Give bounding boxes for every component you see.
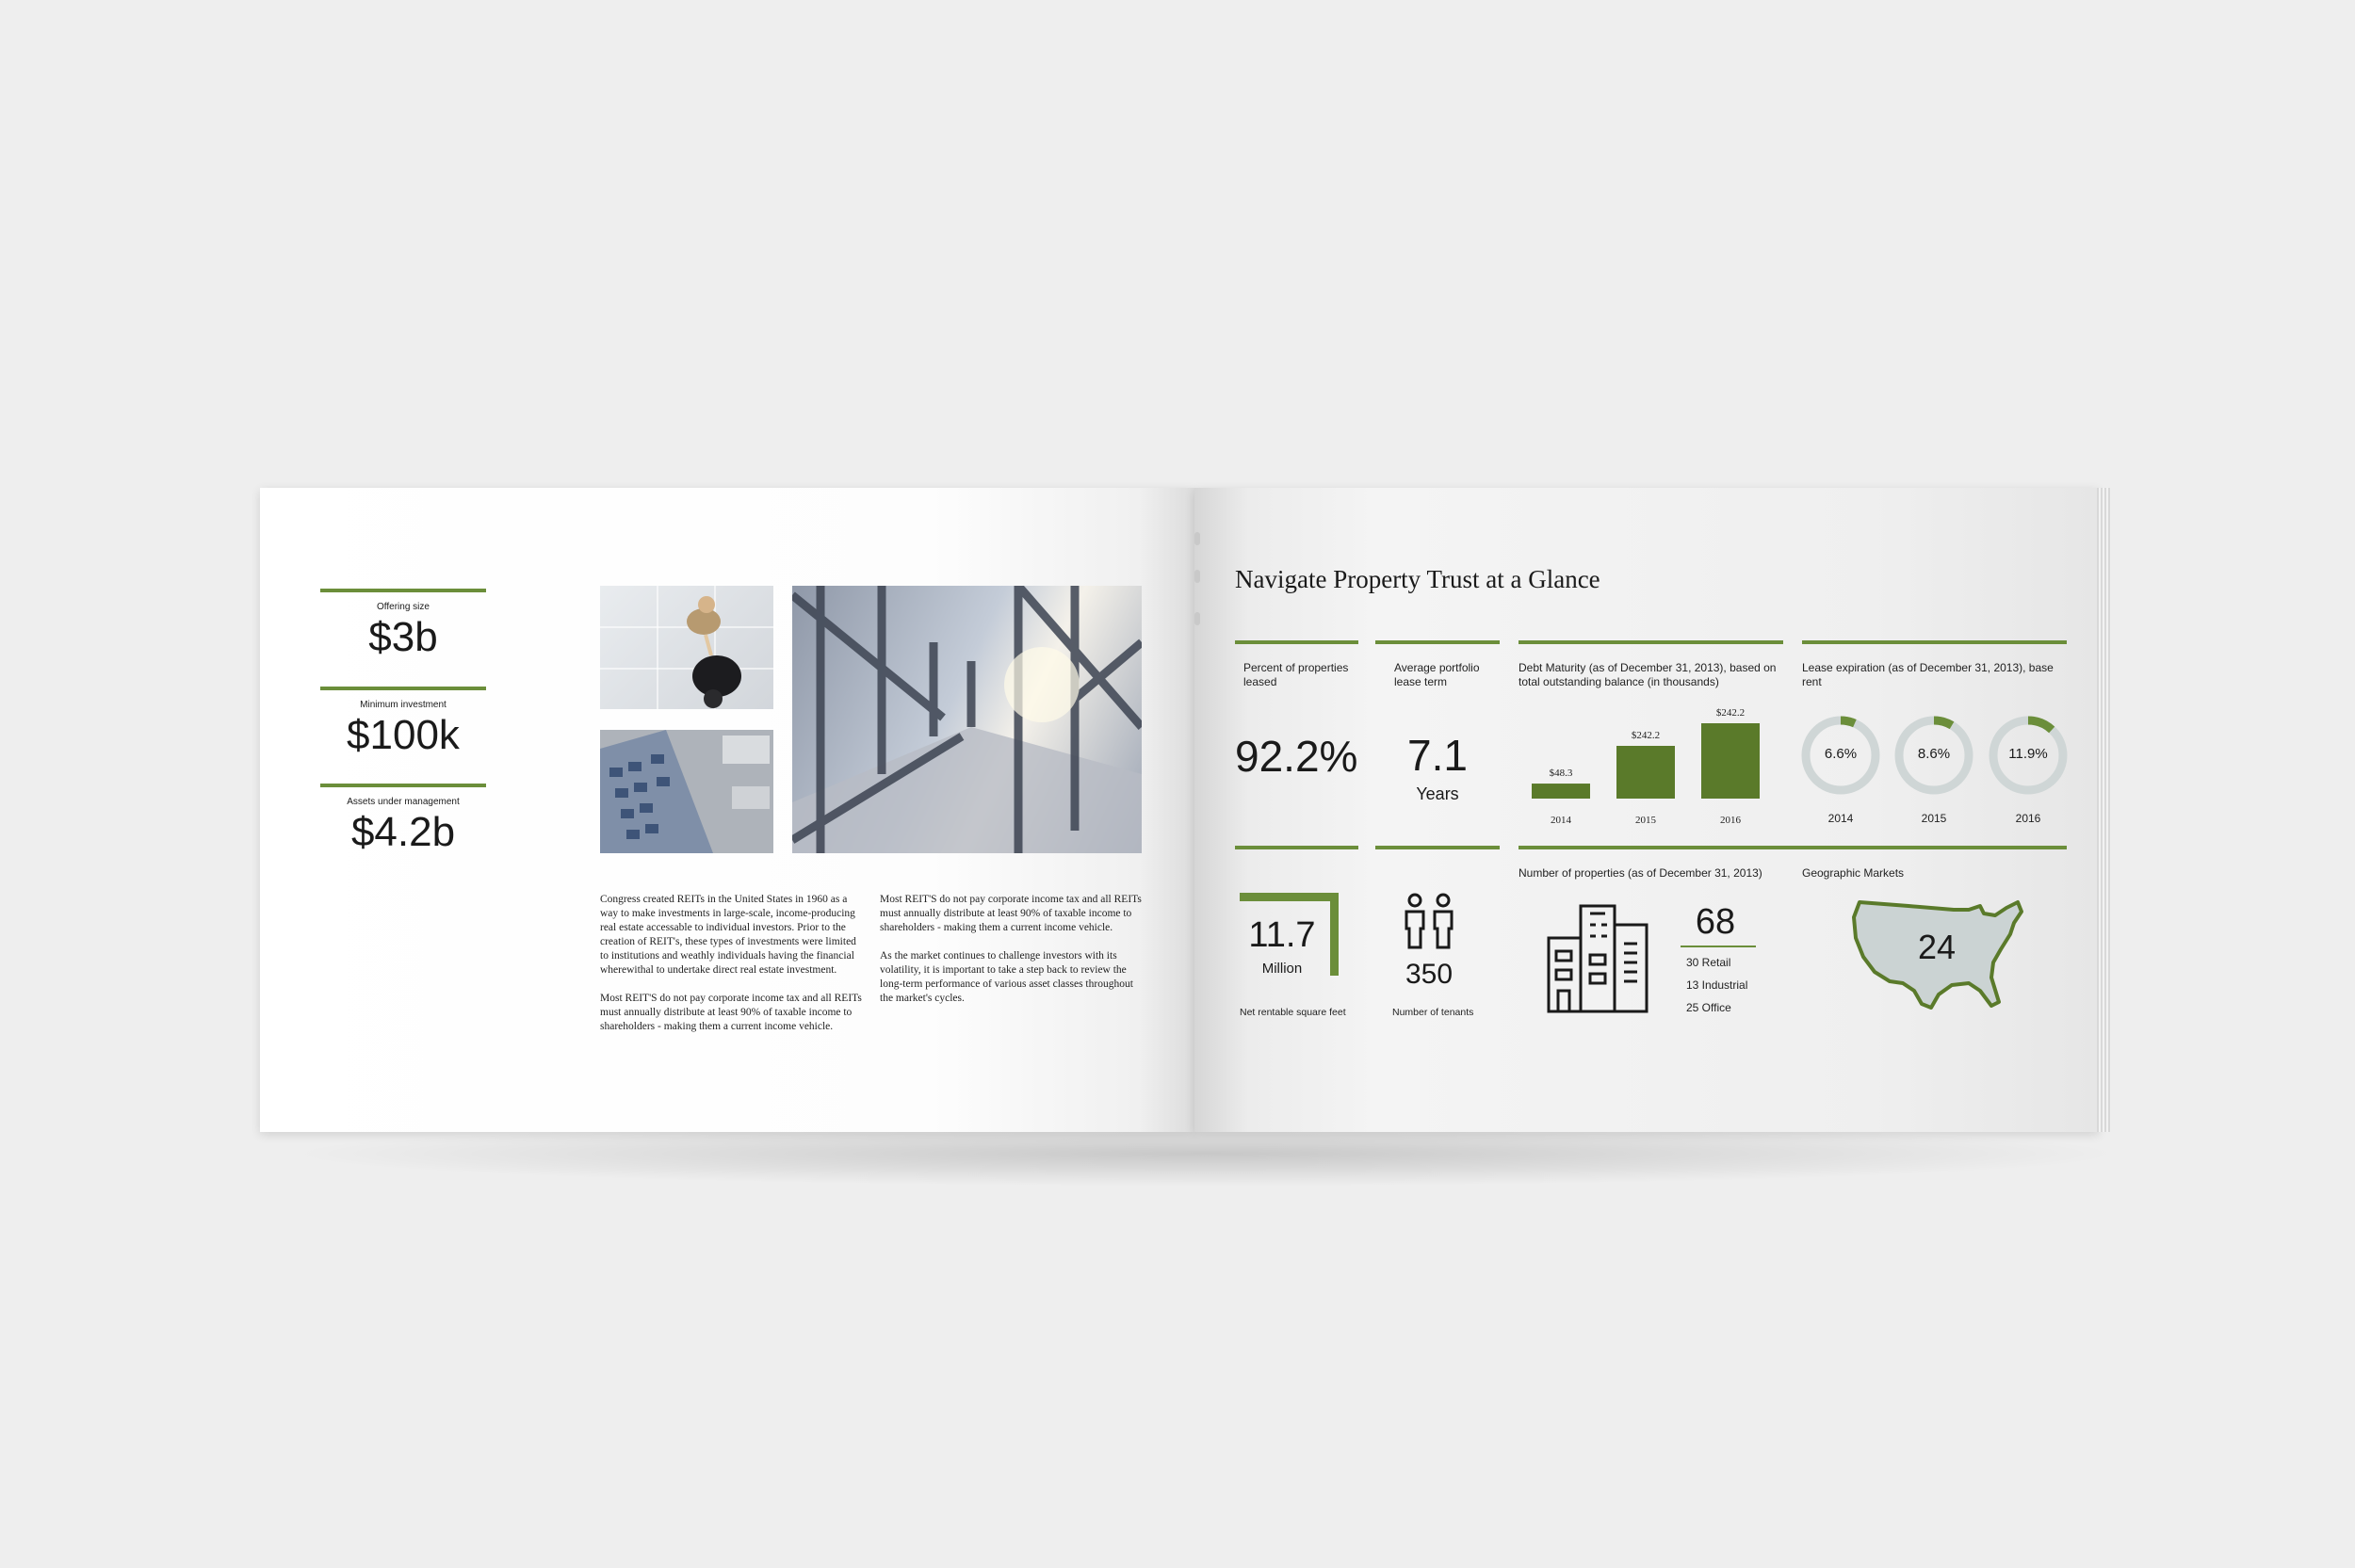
category-label: 2014 (1551, 815, 1571, 826)
lease-term-unit: Years (1416, 784, 1459, 803)
binding-hole (1194, 612, 1200, 625)
body-text-column-2 (880, 893, 1145, 1020)
properties-total: 68 (1695, 902, 1736, 942)
percent-leased-value: 92.2% (1235, 732, 1358, 781)
rentable-unit: Million (1261, 961, 1303, 977)
properties-office: 25 Office (1686, 1001, 1731, 1014)
page-edge (2097, 488, 2110, 1132)
rentable-label: Net rentable square feet (1240, 1007, 1346, 1018)
stat-value: $3b (368, 614, 438, 660)
glass-corridor-photo (792, 586, 1142, 853)
section-rule (1235, 846, 1358, 849)
debt-maturity-label: Debt Maturity (as of December 31, 2013), based on total outstanding balance (in thousands) (1519, 661, 1777, 688)
handshake-photo (600, 586, 773, 709)
section-rule (1802, 640, 2067, 644)
donut-year: 2015 (1921, 812, 1947, 825)
tenants-label: Number of tenants (1392, 1007, 1474, 1018)
section-rule (1519, 640, 1783, 644)
debt-maturity-chart (1519, 697, 1783, 829)
stat-label: Assets under management (347, 797, 460, 807)
percent-leased-label: Percent of properties leased (1243, 661, 1349, 688)
bar-data-label: $242.2 (1631, 730, 1661, 741)
aerial-rooftop-photo (600, 730, 773, 853)
donut-2016 (1989, 716, 2068, 795)
donut-percent: 11.9% (2008, 746, 2048, 762)
binding-hole (1194, 570, 1200, 583)
bar-data-label: $242.2 (1715, 707, 1746, 719)
tenants-value: 350 (1405, 959, 1454, 990)
donut-percent: 6.6% (1824, 746, 1858, 762)
stat-rule (320, 687, 486, 690)
stat-value: $4.2b (350, 809, 456, 855)
donut-2014 (1801, 716, 1880, 795)
bar-2015 (1616, 746, 1675, 799)
section-rule (1519, 846, 2067, 849)
offering-size-stat (320, 589, 486, 661)
properties-rule (1681, 946, 1756, 947)
stat-label: Minimum investment (360, 700, 447, 710)
lease-term-label: Average portfolio lease term (1394, 661, 1480, 688)
binding-hole (1194, 532, 1200, 545)
section-rule (1375, 846, 1500, 849)
category-label: 2016 (1720, 815, 1741, 826)
stat-rule (320, 784, 486, 787)
markets-value: 24 (1917, 928, 1957, 966)
rentable-value: 11.7 (1248, 915, 1316, 955)
lease-term-value: 7.1 (1407, 731, 1468, 780)
properties-industrial: 13 Industrial (1686, 978, 1748, 992)
body-text-column-1 (600, 893, 866, 1048)
bar-2016 (1701, 723, 1760, 799)
donut-percent: 8.6% (1917, 746, 1951, 762)
assets-under-management-stat (320, 784, 486, 856)
stat-value: $100k (347, 712, 460, 758)
paragraph: Congress created REITs in the United States in 1960 as a way to make investments in large-scale, income-producing real estate accessable to individual investors. Prior to the creation of REIT's, these types of investments were limited to institutions and weathly individuals having the financial wherewithal to undertake direct real estate investment. (600, 894, 856, 976)
bar-2014 (1532, 784, 1590, 799)
category-label: 2015 (1635, 815, 1656, 826)
paragraph: Most REIT'S do not pay corporate income tax and all REITs must annually distribute at least 90% of taxable income to shareholders - making them a current income vehicle. (880, 894, 1142, 933)
section-rule (1235, 640, 1358, 644)
markets-label: Geographic Markets (1802, 866, 1905, 880)
lease-expiration-label: Lease expiration (as of December 31, 2013), base rent (1802, 661, 2054, 688)
tenants-icon (1402, 893, 1456, 956)
section-rule (1375, 640, 1500, 644)
buildings-icon (1545, 902, 1650, 1020)
paragraph: As the market continues to challenge investors with its volatility, it is important to take a step back to review the long-term performance of various asset classes throughout the market's cycles. (880, 950, 1133, 1004)
bar-data-label: $48.3 (1549, 768, 1573, 780)
page-title: Navigate Property Trust at a Glance (1235, 565, 1600, 593)
donut-year: 2016 (2015, 812, 2041, 825)
paragraph: Most REIT'S do not pay corporate income tax and all REITs must annually distribute at least 90% of taxable income to shareholders - making them a current income vehicle. (600, 993, 862, 1032)
donut-year: 2014 (1827, 812, 1854, 825)
stat-rule (320, 589, 486, 592)
minimum-investment-stat (320, 687, 486, 759)
properties-label: Number of properties (as of December 31, 2013) (1519, 866, 1762, 880)
stat-label: Offering size (377, 602, 430, 612)
donut-2015 (1894, 716, 1973, 795)
properties-retail: 30 Retail (1686, 956, 1731, 969)
